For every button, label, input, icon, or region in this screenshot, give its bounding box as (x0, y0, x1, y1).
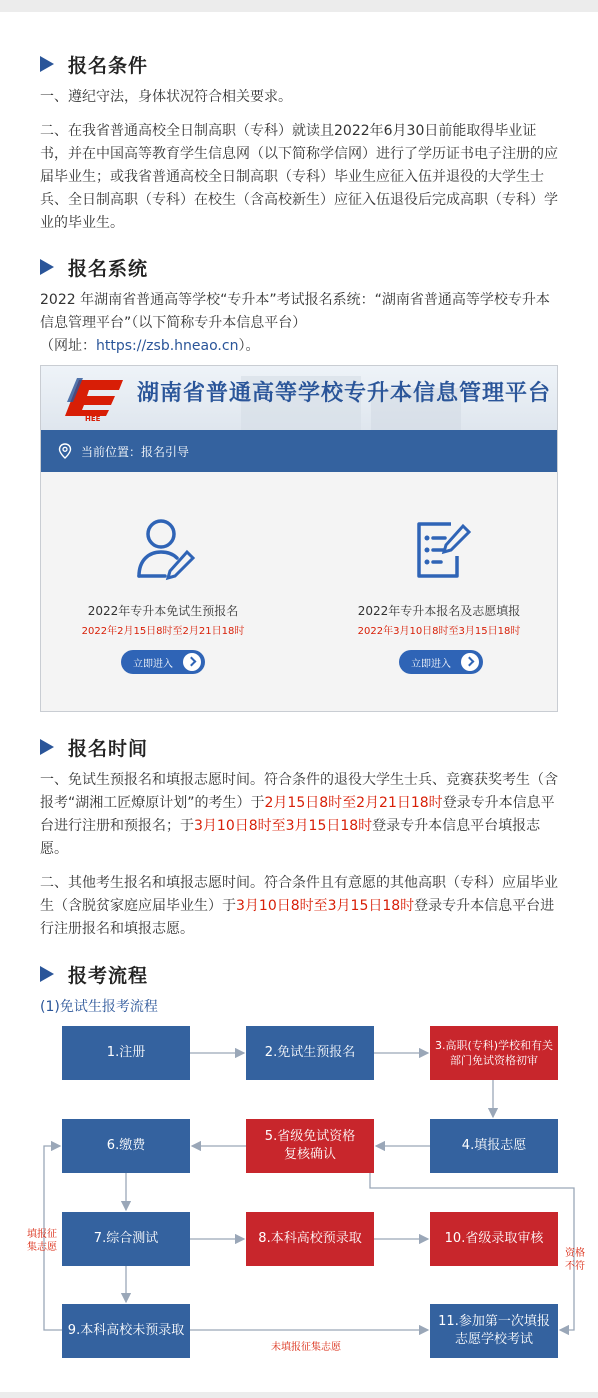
location-text: 当前位置：报名引导 (81, 444, 190, 459)
system-text: 2022 年湖南省普通高等学校“专升本”考试报名系统：“湖南省普通高等学校专升本信息管理平台”（以下简称专升本信息平台） (40, 292, 550, 331)
flow-step-5: 5.省级免试资格复核确认 (246, 1119, 374, 1173)
flow-label-left: 填报征集志愿 (27, 1229, 57, 1253)
section-title: 报名时间 (68, 737, 149, 760)
platform-url-link[interactable]: https://zsb.hneao.cn (96, 338, 239, 354)
button-label: 立即进入 (133, 658, 173, 670)
text-run: 登录专升本信息平台进行注册和预报名；于 (40, 795, 555, 834)
section-title: 报名系统 (68, 257, 149, 280)
card2-title: 2022年专升本报名及志愿填报 (357, 604, 521, 618)
flow-step-8: 8.本科高校预录取 (246, 1212, 374, 1266)
url-prefix: （网址： (40, 338, 96, 354)
text-run: 一、免试生预报名和填报志愿时间。符合条件的退役大学生士兵、竞赛获奖考生（含报考“湖湘工匠燎原计划”的考生）于 (40, 772, 558, 811)
section-conditions-header (40, 50, 148, 78)
triangle-bullet-icon (40, 259, 54, 275)
section-time-header (40, 733, 148, 761)
card2-enter-button[interactable] (399, 650, 483, 674)
platform-screenshot (40, 365, 558, 712)
flow-step-1: 1.注册 (62, 1026, 190, 1080)
flow-step-9: 9.本科高校未预录取 (62, 1304, 190, 1358)
text-run: 二、其他考生报名和填报志愿时间。符合条件且有意愿的其他高职（专科）应届毕业生（含脱贫家庭应届毕业生）于 (40, 875, 558, 914)
flow-step-2: 2.免试生预报名 (246, 1026, 374, 1080)
triangle-bullet-icon (40, 966, 54, 982)
highlight-date: 2月15日8时至2月21日18时 (264, 795, 443, 811)
card1-enter-button[interactable] (121, 650, 205, 674)
text-run: 登录专升本信息平台填报志愿。 (40, 818, 541, 857)
flow-step-7: 7.综合测试 (62, 1212, 190, 1266)
card1-date: 2022年2月15日8时至2月21日18时 (81, 626, 245, 637)
section-title: 报考流程 (68, 964, 149, 987)
flow-step-3: 3.高职(专科)学校和有关部门免试资格初审 (430, 1026, 558, 1080)
user-edit-icon (135, 516, 195, 582)
highlight-date: 3月10日8时至3月15日18时 (194, 818, 373, 834)
flow-step-11: 11.参加第一次填报志愿学校考试 (430, 1304, 558, 1358)
section-process-header (40, 960, 148, 988)
time-paragraph-2 (40, 872, 560, 941)
flow-label-bottom: 未填报征集志愿 (271, 1342, 341, 1353)
bottom-divider (0, 1392, 598, 1398)
platform-location-bar (41, 430, 557, 472)
process-subtitle: (1)免试生报考流程 (40, 999, 158, 1015)
platform-banner (41, 366, 557, 430)
flow-step-4: 4.填报志愿 (430, 1119, 558, 1173)
top-divider (0, 0, 598, 12)
logo-text: HEE (85, 415, 101, 422)
arrow-right-icon (183, 653, 201, 671)
form-edit-icon (411, 516, 471, 582)
triangle-bullet-icon (40, 56, 54, 72)
time-paragraph-1 (40, 769, 560, 861)
arrow-right-icon (461, 653, 479, 671)
section-system-header (40, 253, 148, 281)
flow-step-6: 6.缴费 (62, 1119, 190, 1173)
hee-logo-icon (59, 372, 129, 422)
flow-step-10: 10.省级录取审核 (430, 1212, 558, 1266)
card1-title: 2022年专升本免试生预报名 (87, 604, 239, 618)
card2-date: 2022年3月10日8时至3月15日18时 (357, 626, 521, 637)
location-pin-icon (57, 443, 73, 459)
system-paragraph (40, 289, 560, 358)
section-title: 报名条件 (68, 54, 149, 77)
platform-title: 湖南省普通高等学校专升本信息管理平台 (137, 381, 552, 406)
button-label: 立即进入 (411, 658, 451, 670)
triangle-bullet-icon (40, 739, 54, 755)
conditions-paragraph-2: 二、在我省普通高校全日制高职（专科）就读且2022年6月30日前能取得毕业证书，并在中国高等教育学生信息网（以下简称学信网）进行了学历证书电子注册的应届毕业生；或我省普通高校全日制高职（专科）毕业生应征入伍并退役的大学生士兵、全日制高职（专科）在校生（含高校新生）应征入伍退役后完成高职（专科）学业的毕业生。 (40, 123, 558, 231)
highlight-date: 3月10日8时至3月15日18时 (236, 898, 415, 914)
url-suffix: ）。 (238, 338, 260, 354)
flow-label-right: 资格不符 (565, 1248, 585, 1272)
conditions-paragraph-1: 一、遵纪守法，身体状况符合相关要求。 (40, 89, 292, 105)
text-run: 登录专升本信息平台进行注册报名和填报志愿。 (40, 898, 555, 937)
